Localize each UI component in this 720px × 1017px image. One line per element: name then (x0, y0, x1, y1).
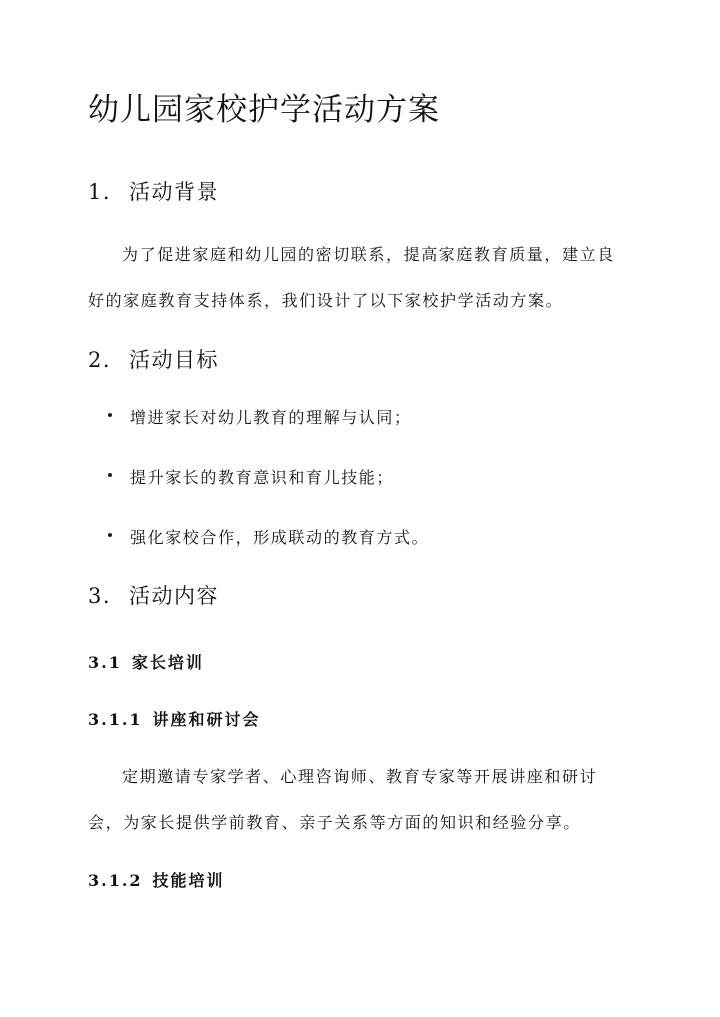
bullet-icon (108, 473, 112, 477)
section-number: 1. (88, 180, 112, 204)
bullet-icon (108, 533, 112, 537)
list-item-text: 强化家校合作，形成联动的教育方式。 (130, 528, 430, 547)
subsection-title: 技能培训 (152, 871, 225, 890)
section-title: 活动目标 (129, 348, 220, 372)
subsection-title: 讲座和研讨会 (152, 710, 261, 729)
section-number: 3. (88, 584, 112, 608)
subsection-number: 3.1.2 (88, 871, 143, 890)
subsection-number: 3.1 (88, 653, 122, 672)
section-heading-goals (88, 344, 219, 374)
subsection-number: 3.1.1 (88, 710, 143, 729)
background-paragraph: 为了促进家庭和幼儿园的密切联系，提高家庭教育质量，建立良好的家庭教育支持体系，我们设计了以下家校护学活动方案。 (88, 245, 615, 310)
subsection-title: 家长培训 (131, 653, 204, 672)
subsection-heading-lectures (88, 707, 261, 730)
subsection-heading-parent-training (88, 650, 204, 673)
section-title: 活动内容 (129, 584, 220, 608)
section-heading-background (88, 176, 219, 206)
subsection-heading-skills-training (88, 868, 225, 891)
document-title: 幼儿园家校护学活动方案 (88, 92, 440, 128)
list-item-text: 提升家长的教育意识和育儿技能； (130, 468, 395, 487)
bullet-icon (108, 413, 112, 417)
section-heading-content (88, 580, 219, 610)
section-number: 2. (88, 348, 112, 372)
lectures-paragraph: 定期邀请专家学者、心理咨询师、教育专家等开展讲座和研讨会，为家长提供学前教育、亲子关系等方面的知识和经验分享。 (88, 767, 598, 832)
section-title: 活动背景 (129, 180, 220, 204)
list-item-text: 增进家长对幼儿教育的理解与认同； (130, 408, 412, 427)
